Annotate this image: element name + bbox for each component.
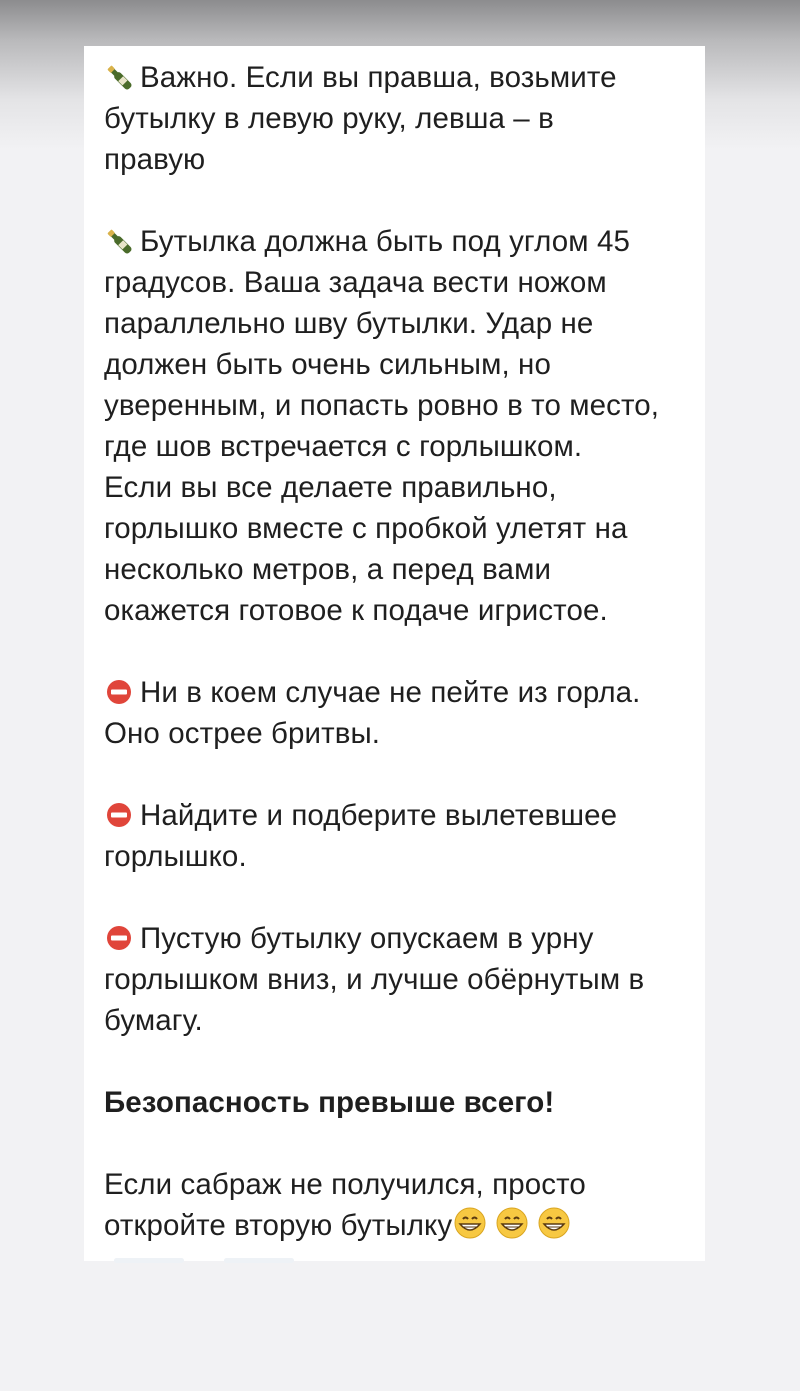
line: Пустую бутылку опускаем в урну	[104, 918, 704, 959]
paragraph-important-hand	[104, 57, 704, 180]
line: бумагу.	[104, 1004, 203, 1037]
line: несколько метров, а перед вами	[104, 553, 552, 586]
line: должен быть очень сильным, но	[104, 348, 551, 381]
paragraph-second-bottle	[104, 1164, 704, 1246]
paragraph-pick-up-neck	[104, 795, 704, 877]
line: Если сабраж не получился, просто	[104, 1168, 586, 1201]
story-text-card	[84, 46, 705, 1261]
line: бутылку в левую руку, левша – в	[104, 102, 554, 135]
line: Бутылка должна быть под углом 45	[104, 221, 704, 262]
line: Ни в коем случае не пейте из горла.	[104, 672, 704, 713]
story-text	[104, 57, 704, 1246]
line: горлышком вниз, и лучше обёрнутым в	[104, 963, 645, 996]
cropped-reactions-row	[114, 1258, 314, 1264]
line: Безопасность превыше всего!	[104, 1086, 555, 1119]
line: Важно. Если вы правша, возьмите	[104, 57, 704, 98]
grinning-face-icon	[494, 1205, 530, 1241]
line: горлышко вместе с пробкой улетят на	[104, 512, 628, 545]
line: окажется готовое к подаче игристое.	[104, 594, 608, 627]
no-entry-icon	[104, 918, 140, 959]
line: Оно острее бритвы.	[104, 717, 381, 750]
paragraph-no-drinking	[104, 672, 704, 754]
line: градусов. Ваша задача вести ножом	[104, 266, 607, 299]
reaction-pill	[114, 1258, 184, 1263]
line: где шов встречается с горлышком.	[104, 430, 583, 463]
grinning-face-icon	[452, 1205, 488, 1241]
no-entry-icon	[104, 795, 140, 836]
champagne-bottle-icon	[104, 57, 140, 98]
line: правую	[104, 143, 206, 176]
line: уверенным, и попасть ровно в то место,	[104, 389, 660, 422]
line: Если вы все делаете правильно,	[104, 471, 557, 504]
paragraph-safety-first	[104, 1082, 704, 1123]
reaction-pill	[224, 1258, 294, 1263]
line: откройте вторую бутылку	[104, 1205, 704, 1246]
paragraph-empty-bottle	[104, 918, 704, 1041]
line: горлышко.	[104, 840, 247, 873]
line: параллельно шву бутылки. Удар не	[104, 307, 594, 340]
grinning-face-icon	[536, 1205, 572, 1241]
paragraph-bottle-angle	[104, 221, 704, 631]
no-entry-icon	[104, 672, 140, 713]
champagne-bottle-icon	[104, 221, 140, 262]
line: Найдите и подберите вылетевшее	[104, 795, 704, 836]
